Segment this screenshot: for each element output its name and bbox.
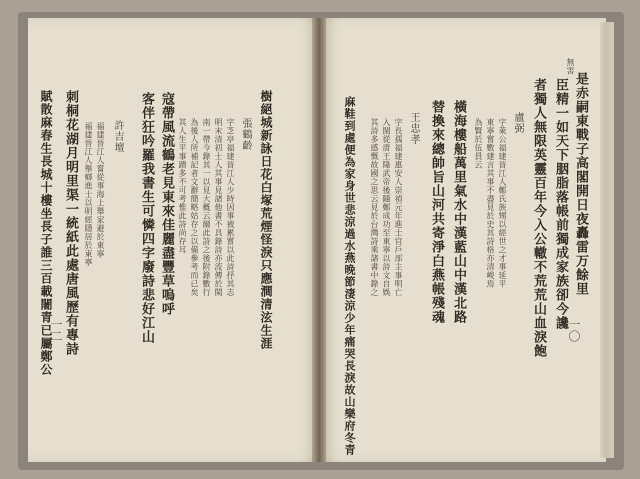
- right-col-1: 是赤嗣東戰子高閣開日夜轟雷万餘里: [573, 72, 588, 296]
- page-edges: [600, 22, 614, 458]
- right-col-14: 麻鞋到處便為家身世悲涼過水燕晚節淒涼少年痛哭長淚故山樂府冬青: [343, 96, 356, 456]
- right-col-10: 王忠孝: [408, 112, 419, 145]
- right-page-number: 一〇: [567, 318, 581, 342]
- right-col-9: 替換來總帥旨山河共寄淨白燕帳殘魂: [429, 100, 444, 324]
- left-col-4: 明末清初士人其事見諸他書不具錄詩亦流傳於閩: [214, 118, 223, 297]
- right-col-2: 臣精一如天下胭脂落帳前獨成家族卻今讒: [553, 78, 568, 330]
- right-col-12: 入閩從唐王隆武帝後隨鄭成功至東寧以詩文自娛: [382, 118, 391, 297]
- left-col-6: 為後人所補記者文辭簡略姑存之以備參考而已矣: [190, 118, 199, 297]
- right-col-3: 者獨人無限英靈百年今入公轍不荒荒山血淚飽: [531, 78, 546, 358]
- left-col-13: 福建晉江人舉鄉進士以明經隱居於東寧: [84, 122, 93, 267]
- left-col-2: 張鶴齡: [240, 118, 251, 151]
- book-gutter: [312, 18, 326, 462]
- right-col-6: 東寧嘗數建言其事不盡見於史其詩格亦清峻焉: [486, 118, 495, 288]
- right-col-13: 其詩多感慨故國之思云見於台灣詩乘諸書中錄之: [370, 118, 379, 297]
- right-running-head: 無害: [566, 58, 575, 75]
- left-page-number: 一二: [49, 318, 63, 342]
- right-col-7: 為賢於伍員云: [474, 118, 483, 169]
- left-col-9: 福建晉江人嘗從事海上舉家避於東寧: [96, 122, 105, 258]
- right-col-11: 字長孺福建惠安人崇禎元年進士官戶部主事明亡: [394, 118, 403, 297]
- left-col-15: 賦散麻春生長城十樓坐長子誰三百載闍青已屬鄭公: [39, 90, 53, 376]
- left-col-8: 許吉壇: [112, 120, 123, 153]
- left-col-1: 樹絕城新詠日花白塚荒煙怪淚只應澗清泫生涯: [259, 90, 273, 350]
- left-col-7: 其人生平事蹟多不可考惟此詩尚存耳: [178, 118, 187, 254]
- right-col-5: 字萊公福建晉江人鄭氏族甥以經世之才事延平: [498, 118, 507, 288]
- left-col-5: 南一帶今錄其一以見大概云爾此詩之後附錄數行: [202, 118, 211, 297]
- left-col-10: 寇帶風流鶴老見東來佳麗盡豐草嗚呼: [159, 92, 174, 316]
- left-col-11: 客伴狂吟羅我書生可憐四字廢詩悲好江山: [139, 92, 154, 344]
- left-col-3: 字芝亭福建晉江人少時因事被累嘗以此詩抒其志: [226, 118, 235, 297]
- right-col-8: 橫海樓船萬里氣水中漢藍山中漢北路: [451, 100, 466, 324]
- left-col-14: 刺桐花湖月明里渠一統紙此處唐風歷有專詩: [63, 90, 78, 356]
- right-col-4: 盧弼: [512, 112, 523, 134]
